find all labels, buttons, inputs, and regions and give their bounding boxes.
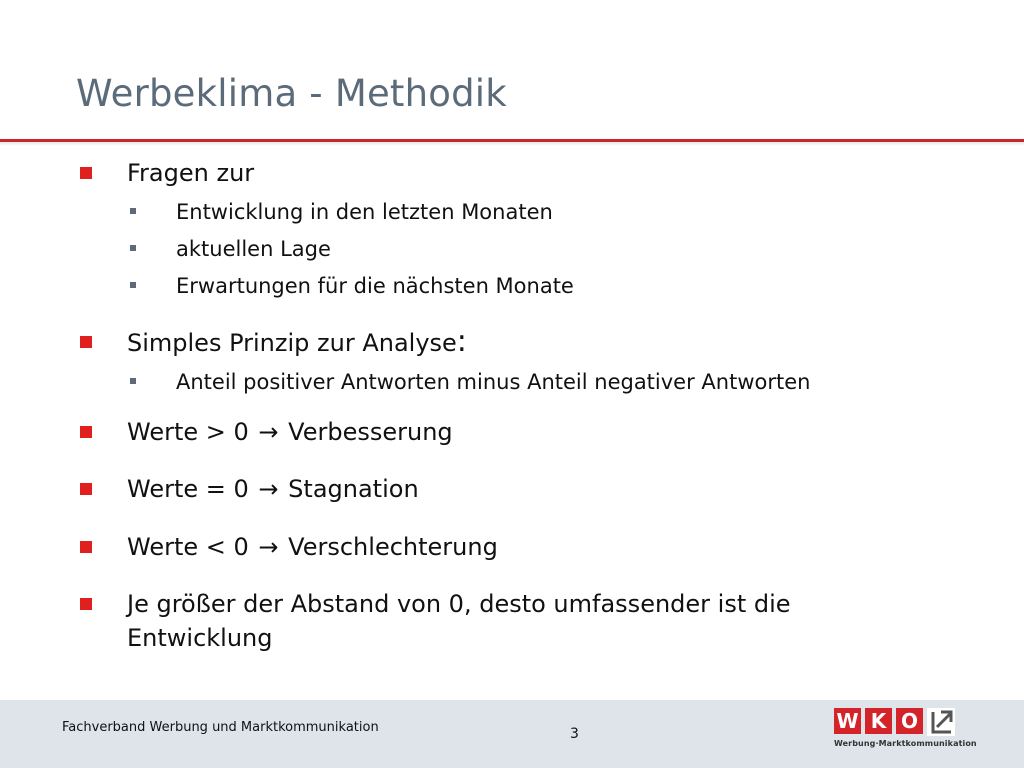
value-meaning: Verschlechterung <box>288 533 498 561</box>
bullet-text <box>127 530 498 564</box>
page-number: 3 <box>570 726 579 742</box>
bullet-marker <box>80 541 92 553</box>
logo-letter-o: O <box>896 708 923 734</box>
value-meaning: Verbesserung <box>288 418 453 446</box>
sub-bullet-text: Erwartungen für die nächsten Monate <box>176 274 574 298</box>
logo-letter-w: W <box>834 708 861 734</box>
value-meaning: Stagnation <box>288 475 419 503</box>
bullet-marker <box>80 598 92 610</box>
value-condition: Werte < 0 <box>127 533 249 561</box>
logo-letter-k: K <box>865 708 892 734</box>
bullet-text-continuation: Entwicklung <box>127 624 273 652</box>
bullet-marker <box>80 426 92 438</box>
bullet-text-colon: : <box>456 324 467 359</box>
logo-subtitle: Werbung·Marktkommunikation <box>834 739 977 748</box>
bullet-text <box>127 472 419 506</box>
bullet-marker <box>80 483 92 495</box>
sub-bullet-marker <box>130 245 136 251</box>
arrow-right-icon: → <box>258 475 279 503</box>
bullet-text <box>127 415 453 449</box>
sub-bullet-text: Anteil positiver Antworten minus Anteil negativer Antworten <box>176 370 811 394</box>
sub-bullet-marker <box>130 282 136 288</box>
arrow-right-icon: → <box>258 418 279 446</box>
bullet-text-main: Simples Prinzip zur Analyse <box>127 329 457 357</box>
sub-bullet-text: Entwicklung in den letzten Monaten <box>176 200 553 224</box>
footer-organization: Fachverband Werbung und Marktkommunikation <box>62 720 379 735</box>
bullet-text: Fragen zur <box>127 159 255 187</box>
value-condition: Werte > 0 <box>127 418 249 446</box>
sub-bullet-text: aktuellen Lage <box>176 237 331 261</box>
bullet-marker <box>80 167 92 179</box>
bullet-marker <box>80 336 92 348</box>
wko-logo <box>834 708 977 750</box>
value-condition: Werte = 0 <box>127 475 249 503</box>
title-divider-shadow <box>0 142 1024 146</box>
arrow-right-icon: → <box>258 533 279 561</box>
bullet-text <box>127 325 467 360</box>
slide-title: Werbeklima - Methodik <box>76 72 507 115</box>
sub-bullet-marker <box>130 378 136 384</box>
bullet-text: Je größer der Abstand von 0, desto umfassender ist die <box>127 590 791 618</box>
arrow-up-right-icon <box>927 708 955 736</box>
sub-bullet-marker <box>130 208 136 214</box>
